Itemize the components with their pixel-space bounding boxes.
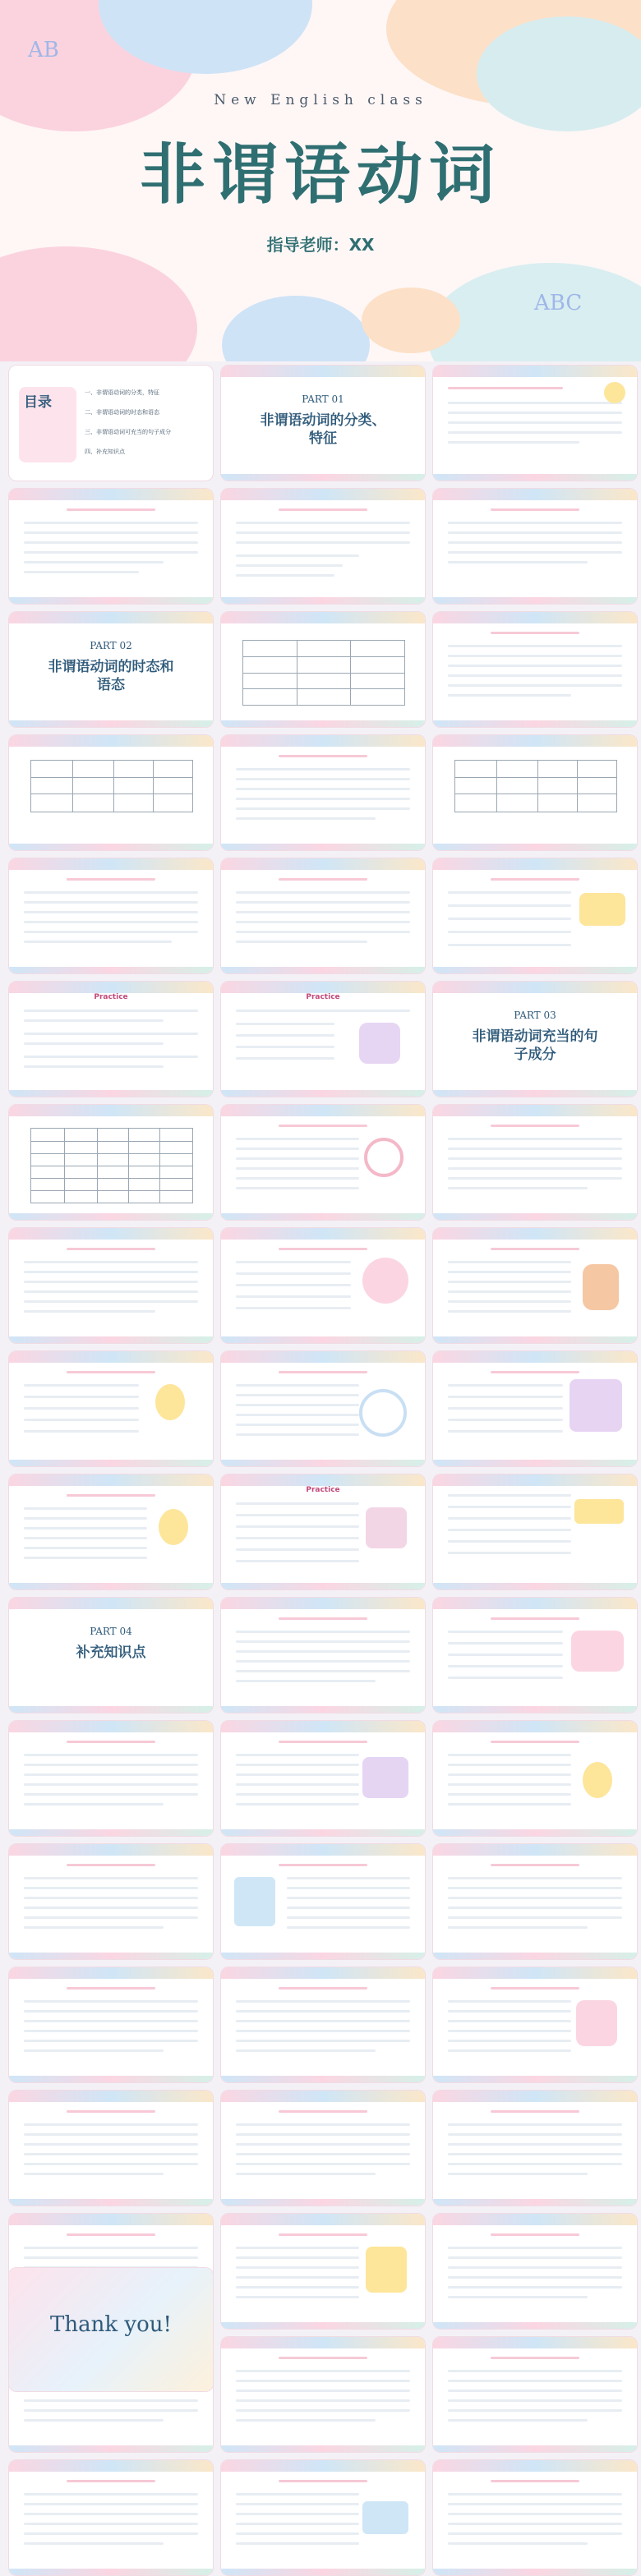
bulb-icon [159,1509,188,1545]
toc-slide[interactable] [8,365,214,481]
content-slide[interactable] [432,365,638,481]
table-slide[interactable] [8,734,214,851]
content-slide[interactable] [220,1720,426,1837]
content-slide[interactable] [220,2336,426,2453]
content-slide[interactable] [220,1597,426,1714]
content-slide[interactable] [220,858,426,974]
alphabet-icon [570,1379,622,1432]
blocks-icon [362,1757,408,1798]
toc-item: 二、非谓语动词的时态和语态 [85,409,159,416]
table-slide[interactable] [8,1104,214,1221]
cover-slide [0,0,641,361]
content-slide[interactable] [432,1104,638,1221]
crafts-icon [366,1507,407,1548]
content-slide[interactable] [432,1597,638,1714]
practice-slide[interactable] [8,981,214,1097]
cover-letters: ABC [534,291,583,315]
content-slide[interactable] [220,1843,426,1960]
toy-icon [366,2247,407,2293]
part-label: PART 03 [514,1010,556,1021]
english-icon [574,1499,624,1524]
cover-blob [362,288,460,353]
table-slide[interactable] [432,734,638,851]
bulb-icon [155,1384,185,1420]
content-slide[interactable] [432,611,638,728]
balloons-icon [362,1258,408,1304]
content-slide[interactable] [432,2459,638,2576]
content-slide[interactable] [432,2213,638,2330]
swirl-icon [359,1389,407,1437]
practice-slide[interactable] [432,1474,638,1590]
student-icon [576,2000,617,2046]
part-label: PART 01 [302,393,344,405]
part-title: 非谓语动词的时态和语态 [48,659,174,693]
content-slide[interactable] [8,1474,214,1590]
content-slide[interactable] [220,1350,426,1467]
part-slide[interactable] [8,1597,214,1714]
content-slide[interactable] [220,1966,426,2083]
content-slide[interactable] [220,2090,426,2206]
sun-icon [604,382,625,403]
swirl-icon [364,1138,404,1177]
content-slide[interactable] [8,1350,214,1467]
cover-blob [477,16,641,131]
mini-table [30,760,193,812]
content-slide[interactable] [432,1966,638,2083]
content-slide[interactable] [220,1227,426,1344]
toc-item: 一、非谓语动词的分类，特征 [85,389,159,396]
content-slide[interactable] [220,2459,426,2576]
content-slide[interactable] [432,1843,638,1960]
mini-table [242,640,405,706]
cover-title: 非谓语动词 [140,136,501,213]
cover-blob [0,246,197,361]
pencils-icon [234,1877,275,1926]
content-slide[interactable] [8,1720,214,1837]
content-slide[interactable] [220,488,426,605]
cover-letters: AB [28,38,59,62]
children-icon [571,1631,624,1672]
table-slide[interactable] [220,611,426,728]
book-icon [362,2501,408,2534]
part-slide[interactable] [220,365,426,481]
practice-slide[interactable] [220,981,426,1097]
content-slide[interactable] [8,1227,214,1344]
content-slide[interactable] [8,858,214,974]
content-slide[interactable] [220,2213,426,2330]
part-slide[interactable] [432,981,638,1097]
content-slide[interactable] [432,858,638,974]
content-slide[interactable] [432,1350,638,1467]
part-slide[interactable] [8,611,214,728]
content-slide[interactable] [220,1104,426,1221]
part-label: PART 04 [90,1626,132,1637]
toc-item: 四、补充知识点 [85,448,125,455]
part-title: 非谓语动词的分类、特征 [260,412,386,447]
content-slide[interactable] [432,1720,638,1837]
content-slide[interactable] [8,2090,214,2206]
kids-icon [359,1023,400,1064]
toc-item: 三、非谓语动词可充当的句子成分 [85,429,171,435]
toc-title: 目录 [24,394,52,411]
cover-blob [222,296,370,361]
practice-label: Practice [306,993,340,1001]
content-slide[interactable] [8,488,214,605]
bulb-icon [583,1762,612,1798]
mini-table [30,1128,193,1203]
content-slide[interactable] [432,2090,638,2206]
content-slide[interactable] [8,2459,214,2576]
practice-label: Practice [94,993,128,1001]
content-slide[interactable] [432,488,638,605]
thanks-text: Thank you! [50,2312,172,2337]
part-title: 非谓语动词充当的句子成分 [472,1028,598,1063]
content-slide[interactable] [8,1843,214,1960]
content-slide[interactable] [432,1227,638,1344]
practice-slide[interactable] [220,1474,426,1590]
mini-table [454,760,617,812]
content-slide[interactable] [432,2336,638,2453]
part-label: PART 02 [90,640,132,651]
thanks-slide[interactable] [8,2267,214,2392]
content-slide[interactable] [220,734,426,851]
content-slide[interactable] [8,1966,214,2083]
part-title: 补充知识点 [76,1644,146,1661]
hello-icon [579,893,625,926]
teacher-icon [583,1264,619,1310]
cover-english-title: New English class [214,92,427,108]
cover-teacher: 指导老师：XX [266,235,375,255]
practice-label: Practice [306,1486,340,1494]
